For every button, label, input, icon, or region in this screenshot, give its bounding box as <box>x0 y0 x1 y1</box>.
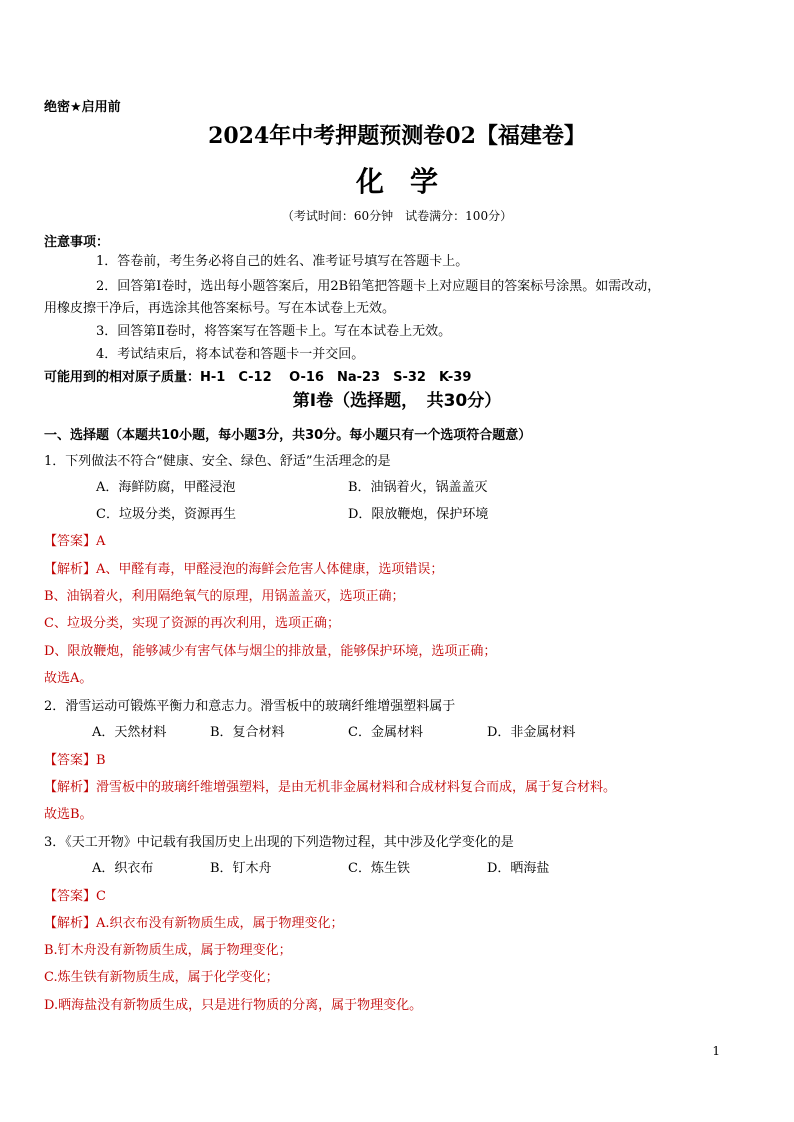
section-heading: 一、选择题（本题共10小题，每小题3分，共30分。每小题只有一个选项符合题意） <box>44 428 532 443</box>
option: A．天然材料 <box>92 725 167 740</box>
notice-item: 3．回答第Ⅱ卷时，将答案写在答题卡上。写在本试卷上无效。 <box>96 324 452 339</box>
question-stem: 3．《天工开物》中记载有我国历史上出现的下列造物过程，其中涉及化学变化的是 <box>44 835 514 850</box>
answer: 【答案】C <box>44 889 106 904</box>
question-stem: 1．下列做法不符合“健康、安全、绿色、舒适”生活理念的是 <box>44 454 391 469</box>
option: D．限放鞭炮，保护环境 <box>348 507 489 522</box>
conclusion: 故选A。 <box>44 671 93 686</box>
page-title: 2024年中考押题预测卷02【福建卷】 <box>208 123 586 149</box>
confidential-mark: 绝密★启用前 <box>44 100 121 115</box>
question-stem: 2．滑雪运动可锻炼平衡力和意志力。滑雪板中的玻璃纤维增强塑料属于 <box>44 699 456 714</box>
page-number: 1 <box>712 1044 720 1058</box>
analysis-line: B.钉木舟没有新物质生成，属于物理变化； <box>44 943 292 958</box>
answer: 【答案】B <box>44 753 106 768</box>
option: D．非金属材料 <box>487 725 576 740</box>
analysis-line: 【解析】滑雪板中的玻璃纤维增强塑料，是由无机非金属材料和合成材料复合而成，属于复合材料。 <box>44 780 617 795</box>
option: B．复合材料 <box>210 725 285 740</box>
answer: 【答案】A <box>44 534 106 549</box>
atomic-mass-line: 可能用到的相对原子质量：H-1 C-12 O-16 Na-23 S-32 K-39 <box>44 370 472 385</box>
analysis-line: D.晒海盐没有新物质生成，只是进行物质的分离，属于物理变化。 <box>44 998 423 1013</box>
option: C．垃圾分类，资源再生 <box>96 507 236 522</box>
option: C．炼生铁 <box>348 861 410 876</box>
notice-item: 2．回答第Ⅰ卷时，选出每小题答案后，用2B铅笔把答题卡上对应题目的答案标号涂黑。如需改动， <box>96 279 661 294</box>
option: D．晒海盐 <box>487 861 550 876</box>
option: B．油锅着火，锅盖盖灭 <box>348 480 488 495</box>
analysis-line: D、限放鞭炮，能够减少有害气体与烟尘的排放量，能够保护环境，选项正确； <box>44 644 497 659</box>
option: A．织衣布 <box>92 861 154 876</box>
notice-item: 4．考试结束后，将本试卷和答题卡一并交回。 <box>96 347 365 362</box>
subject-title: 化学 <box>355 165 464 198</box>
conclusion: 故选B。 <box>44 807 93 822</box>
analysis-line: B、油锅着火，利用隔绝氧气的原理，用锅盖盖灭，选项正确； <box>44 589 405 604</box>
notice-item: 用橡皮擦干净后，再选涂其他答案标号。写在本试卷上无效。 <box>44 301 396 316</box>
analysis-line: 【解析】A.织衣布没有新物质生成，属于物理变化； <box>44 916 344 931</box>
option: B．钉木舟 <box>210 861 272 876</box>
part-title: 第Ⅰ卷（选择题， 共30分） <box>292 391 502 411</box>
option: C．金属材料 <box>348 725 423 740</box>
analysis-line: 【解析】A、甲醛有毒，甲醛浸泡的海鲜会危害人体健康，选项错误； <box>44 562 444 577</box>
notice-title: 注意事项： <box>44 235 110 250</box>
exam-info: （考试时间：60分钟 试卷满分：100分） <box>281 209 513 223</box>
notice-item: 1．答卷前，考生务必将自己的姓名、准考证号填写在答题卡上。 <box>96 254 469 269</box>
analysis-line: C、垃圾分类，实现了资源的再次利用，选项正确； <box>44 616 340 631</box>
option: A．海鲜防腐，甲醛浸泡 <box>96 480 236 495</box>
analysis-line: C.炼生铁有新物质生成，属于化学变化； <box>44 970 279 985</box>
